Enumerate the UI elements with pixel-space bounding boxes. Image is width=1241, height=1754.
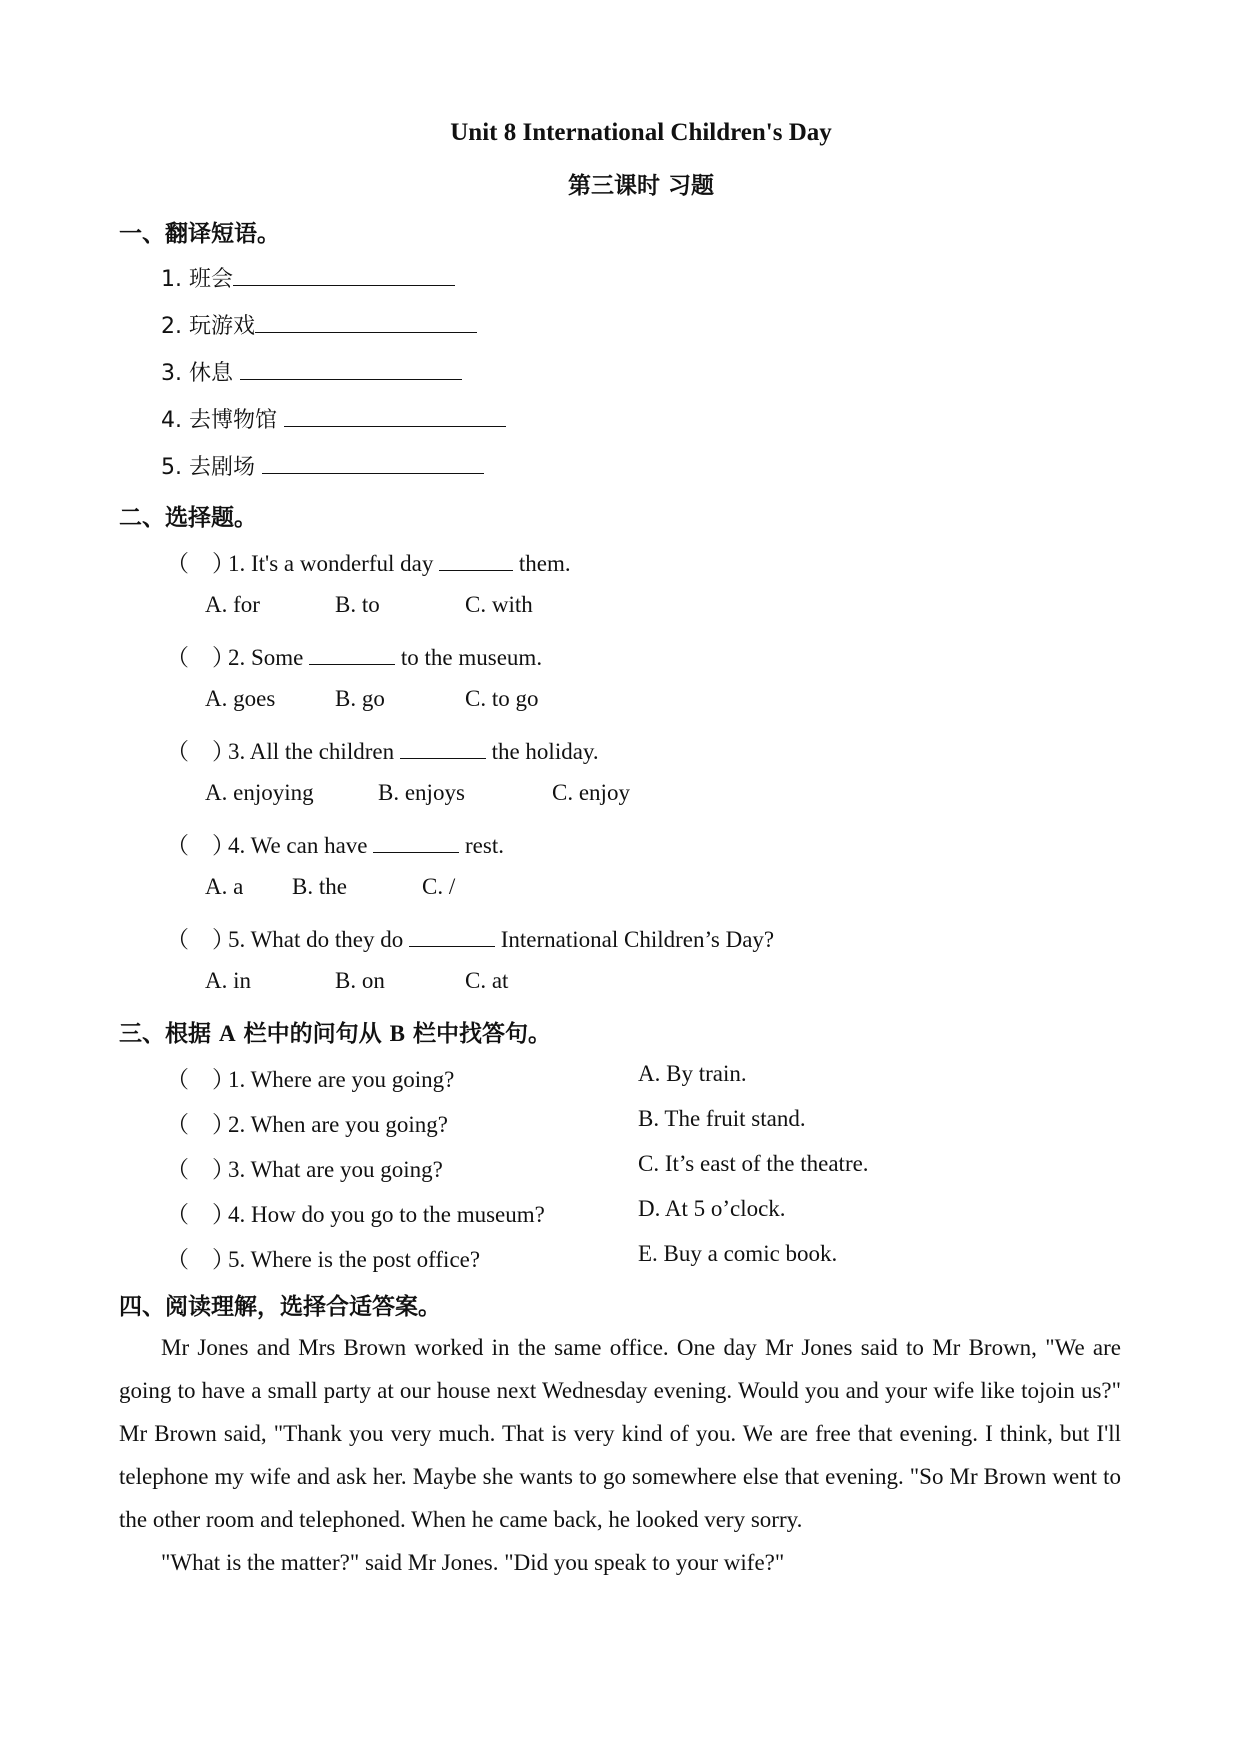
mc-option-3c: C. enjoy <box>552 780 630 805</box>
page-title: Unit 8 International Children's Day <box>450 119 832 146</box>
mc-question-3 <box>166 733 599 766</box>
match-answer-d: D. At 5 o’clock. <box>638 1196 786 1221</box>
match-question-5 <box>166 1241 480 1274</box>
mc-option-1c: C. with <box>465 592 533 617</box>
translate-item-label: 5. 去剧场 <box>161 455 255 480</box>
question-text: 5. What do they do <box>228 927 404 952</box>
question-text: 2. When are you going? <box>228 1112 448 1137</box>
question-text-end: to the museum. <box>400 645 543 670</box>
answer-blank <box>373 851 459 853</box>
match-question-2 <box>166 1106 448 1139</box>
mc-question-5 <box>166 921 774 954</box>
reading-passage <box>119 1326 1121 1584</box>
answer-parentheses: （ ） <box>166 1247 235 1272</box>
mc-option-4a: A. a <box>205 874 244 899</box>
translate-item-label: 1. 班会 <box>161 267 233 292</box>
passage-paragraph-1: Mr Jones and Mrs Brown worked in the same office. One day Mr Jones said to Mr Brown, "We are going to have a small party at our house next Wednesday evening. Would you and your wife like tojoin us?" Mr Brown said, "Thank you very much. That is very kind of you. We are free that evening. I think, but I'll telephone my wife and ask her. Maybe she wants to go somewhere else that evening. "So Mr Brown went to the other room and telephoned. When he came back, he looked very sorry. <box>119 1335 1121 1532</box>
heading-column-a: A <box>219 1021 236 1046</box>
section4-heading: 四、阅读理解，选择合适答案。 <box>119 1294 441 1320</box>
mc-option-3b: B. enjoys <box>378 780 465 805</box>
match-question-3 <box>166 1151 443 1184</box>
translate-item-5 <box>161 450 484 481</box>
answer-parentheses: （ ） <box>166 1112 235 1137</box>
question-text: 1. It's a wonderful day <box>228 551 434 576</box>
answer-parentheses: （ ） <box>166 739 235 764</box>
mc-option-5c: C. at <box>465 968 509 993</box>
answer-blank <box>439 569 513 571</box>
answer-blank <box>262 472 484 474</box>
translate-item-label: 2. 玩游戏 <box>161 314 255 339</box>
answer-blank <box>309 663 395 665</box>
translate-item-4 <box>161 403 506 434</box>
match-question-4 <box>166 1196 545 1229</box>
answer-blank <box>284 425 506 427</box>
answer-parentheses: （ ） <box>166 927 235 952</box>
mc-option-1a: A. for <box>205 592 260 617</box>
mc-option-2c: C. to go <box>465 686 539 711</box>
match-answer-a: A. By train. <box>638 1061 747 1086</box>
mc-option-3a: A. enjoying <box>205 780 314 805</box>
translate-item-2 <box>161 309 477 340</box>
answer-blank <box>255 331 477 333</box>
answer-blank <box>240 378 462 380</box>
match-question-1 <box>166 1061 454 1094</box>
heading-part: 栏中的问句从 <box>235 1021 390 1047</box>
mc-option-4b: B. the <box>292 874 347 899</box>
question-text: 3. What are you going? <box>228 1157 443 1182</box>
section2-heading: 二、选择题。 <box>119 505 257 531</box>
match-answer-c: C. It’s east of the theatre. <box>638 1151 869 1176</box>
question-text: 2. Some <box>228 645 304 670</box>
answer-parentheses: （ ） <box>166 1157 235 1182</box>
translate-item-label: 3. 休息 <box>161 361 233 386</box>
mc-question-2 <box>166 639 542 672</box>
answer-parentheses: （ ） <box>166 833 235 858</box>
answer-parentheses: （ ） <box>166 1202 235 1227</box>
answer-blank <box>409 945 495 947</box>
question-text: 4. We can have <box>228 833 368 858</box>
answer-parentheses: （ ） <box>166 551 235 576</box>
section1-heading: 一、翻译短语。 <box>119 221 280 247</box>
translate-item-3 <box>161 356 462 387</box>
mc-option-5a: A. in <box>205 968 251 993</box>
question-text-end: International Children’s Day? <box>500 927 775 952</box>
heading-part: 三、根据 <box>119 1021 220 1047</box>
mc-option-1b: B. to <box>335 592 380 617</box>
mc-option-4c: C. / <box>422 874 456 899</box>
mc-question-1 <box>166 545 571 578</box>
question-text-end: them. <box>518 551 571 576</box>
mc-option-5b: B. on <box>335 968 385 993</box>
answer-blank <box>400 757 486 759</box>
mc-option-2b: B. go <box>335 686 385 711</box>
question-text: 3. All the children <box>228 739 395 764</box>
question-text-end: the holiday. <box>491 739 599 764</box>
mc-option-2a: A. goes <box>205 686 276 711</box>
page-subtitle: 第三课时 习题 <box>567 173 714 199</box>
translate-item-1 <box>161 262 455 293</box>
translate-item-label: 4. 去博物馆 <box>161 408 277 433</box>
heading-column-b: B <box>389 1021 405 1046</box>
answer-parentheses: （ ） <box>166 645 235 670</box>
question-text-end: rest. <box>465 833 504 858</box>
match-answer-b: B. The fruit stand. <box>638 1106 806 1131</box>
heading-part: 栏中找答句。 <box>405 1021 552 1047</box>
question-text: 4. How do you go to the museum? <box>228 1202 545 1227</box>
section3-heading <box>119 1015 551 1048</box>
mc-question-4 <box>166 827 504 860</box>
answer-parentheses: （ ） <box>166 1067 235 1092</box>
passage-paragraph-2: "What is the matter?" said Mr Jones. "Did you speak to your wife?" <box>161 1550 785 1575</box>
question-text: 1. Where are you going? <box>228 1067 455 1092</box>
answer-blank <box>233 284 455 286</box>
match-answer-e: E. Buy a comic book. <box>638 1241 838 1266</box>
question-text: 5. Where is the post office? <box>228 1247 481 1272</box>
